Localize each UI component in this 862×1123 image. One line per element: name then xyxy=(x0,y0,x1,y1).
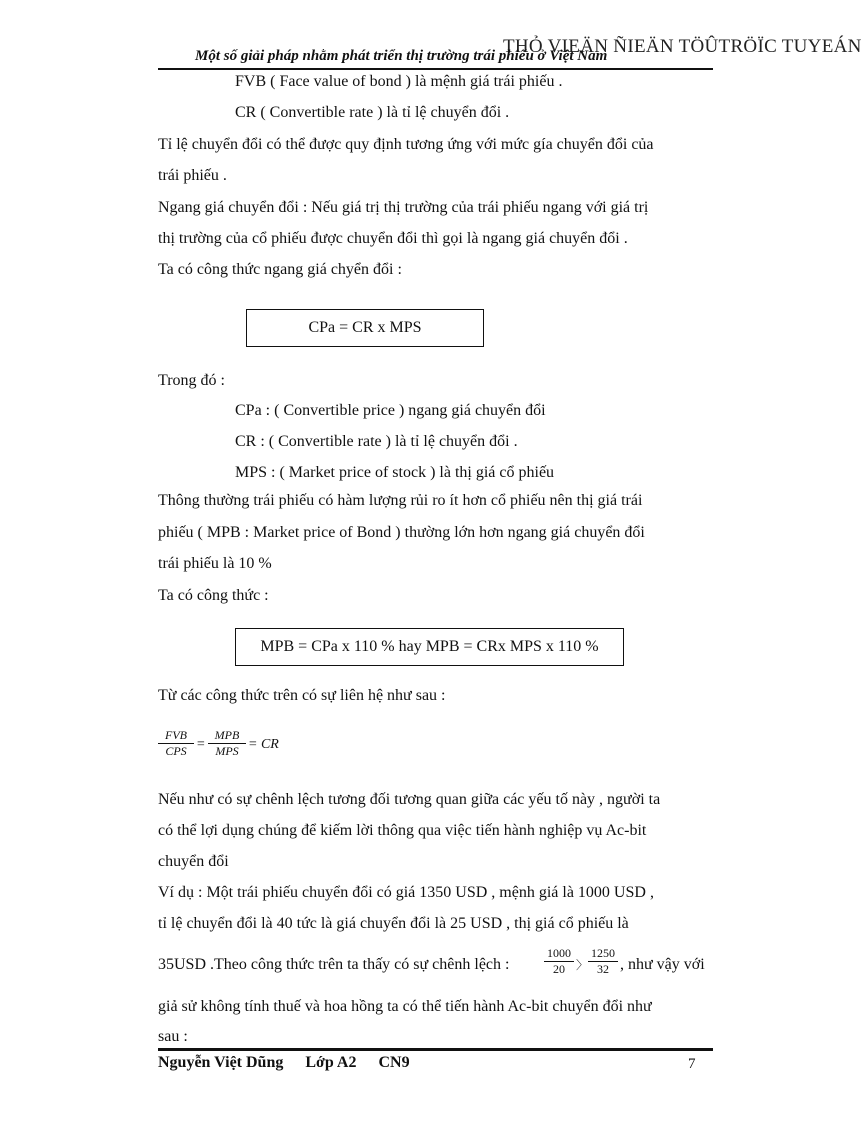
text-line: Ngang giá chuyển đổi : Nếu giá trị thị trường của trái phiếu ngang với giá trị xyxy=(158,199,649,216)
formula-box-cpa: CPa = CR x MPS xyxy=(246,309,484,347)
definition-line: CR : ( Convertible rate ) là tỉ lệ chuyển đổi . xyxy=(235,433,518,450)
fraction-mpb-mps xyxy=(208,728,246,759)
footer-author: Nguyễn Việt Dũng xyxy=(158,1054,284,1071)
definition-line: MPS : ( Market price of stock ) là thị giá cổ phiếu xyxy=(235,464,555,481)
text-line: giả sử không tính thuế và hoa hồng ta có thể tiến hành Ac-bit chuyển đổi như xyxy=(158,998,652,1015)
text-line: trái phiếu là 10 % xyxy=(158,555,272,572)
text-line: chuyển đổi xyxy=(158,853,229,870)
text-line: Tỉ lệ chuyển đổi có thể được quy định tương ứng với mức gía chuyển đổi của xyxy=(158,136,654,153)
text-line: Trong đó : xyxy=(158,372,225,389)
text-line: FVB ( Face value of bond ) là mệnh giá trái phiếu . xyxy=(235,73,563,90)
footer-code: CN9 xyxy=(378,1054,410,1071)
fraction-1000-20 xyxy=(544,946,574,977)
denominator: 20 xyxy=(544,961,574,977)
text-line: Nếu như có sự chênh lệch tương đối tương quan giữa các yếu tố này , người ta xyxy=(158,791,661,808)
text-line: Từ các công thức trên có sự liên hệ như sau : xyxy=(158,687,446,704)
fraction-fvb-cps xyxy=(158,728,194,759)
equals-cr: = CR xyxy=(248,737,279,752)
text-line: có thể lợi dụng chúng để kiếm lời thông qua việc tiến hành nghiệp vụ Ac-bit xyxy=(158,822,647,839)
denominator: MPS xyxy=(208,743,246,759)
formula-box-mpb: MPB = CPa x 110 % hay MPB = CRx MPS x 110 % xyxy=(235,628,624,666)
text-line: tỉ lệ chuyển đổi là 40 tức là giá chuyển đổi là 25 USD , thị giá cổ phiếu là xyxy=(158,915,629,932)
text-line: Ta có công thức : xyxy=(158,587,269,604)
greater-than-sign: 〉 xyxy=(576,958,589,972)
equals-sign: = xyxy=(196,737,206,752)
footer-class: Lớp A2 xyxy=(305,1054,357,1071)
text-line: trái phiếu . xyxy=(158,167,227,184)
text-line: Ta có công thức ngang giá chyển đổi : xyxy=(158,261,402,278)
page-header-title: Một số giải pháp nhằm phát triển thị trường trái phiếu ở Việt Nam xyxy=(195,48,608,64)
text-line: Ví dụ : Một trái phiếu chuyển đổi có giá 1350 USD , mệnh giá là 1000 USD , xyxy=(158,884,654,901)
denominator: CPS xyxy=(158,743,194,759)
page-footer xyxy=(158,1054,428,1072)
watermark-text: THỎ VIEÄN ÑIEÄN TÖÛTRÖÏC TUYEÁN xyxy=(503,36,862,57)
text-line-example-end: , như vậy với xyxy=(620,956,705,973)
definition-line: CPa : ( Convertible price ) ngang giá chuyển đổi xyxy=(235,402,546,419)
numerator: MPB xyxy=(214,728,240,742)
text-line: sau : xyxy=(158,1028,188,1045)
footer-rule xyxy=(158,1048,713,1051)
numerator: FVB xyxy=(165,728,187,742)
header-rule xyxy=(158,68,713,70)
numerator: 1000 xyxy=(547,946,571,960)
text-line: thị trường của cổ phiếu được chuyển đổi thì gọi là ngang giá chuyển đổi . xyxy=(158,230,628,247)
text-line: CR ( Convertible rate ) là tỉ lệ chuyển đổi . xyxy=(235,104,510,121)
numerator: 1250 xyxy=(591,946,615,960)
page-number: 7 xyxy=(688,1056,696,1072)
text-line: Thông thường trái phiếu có hàm lượng rủi ro ít hơn cổ phiếu nên thị giá trái xyxy=(158,492,643,509)
text-line: phiếu ( MPB : Market price of Bond ) thường lớn hơn ngang giá chuyển đổi xyxy=(158,524,645,541)
text-line-example: 35USD .Theo công thức trên ta thấy có sự chênh lệch : xyxy=(158,956,510,973)
denominator: 32 xyxy=(588,961,618,977)
fraction-1250-32 xyxy=(588,946,618,977)
